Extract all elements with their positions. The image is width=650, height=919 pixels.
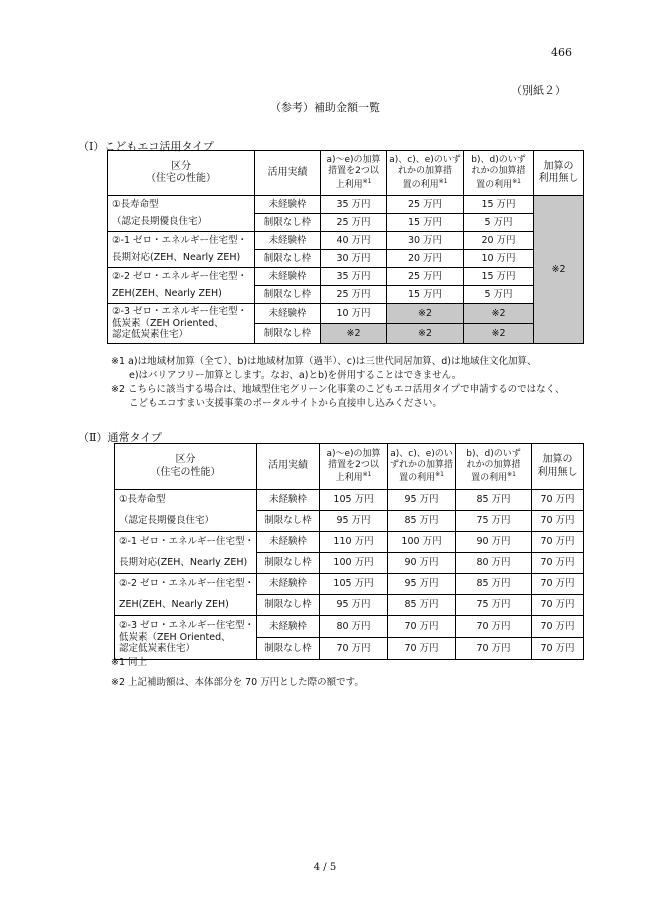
record-cell: 未経験枠 [257, 616, 320, 638]
value-cell: 105 万円 [320, 574, 388, 595]
table-row [108, 196, 584, 214]
note-line: ※1 同上 [111, 657, 148, 668]
value-cell: 70 万円 [532, 574, 584, 595]
record-cell: 制限なし枠 [257, 553, 320, 574]
value-cell: 70 万円 [456, 638, 532, 660]
value-cell: 105 万円 [320, 490, 388, 511]
value-cell: 95 万円 [320, 511, 388, 532]
header-col-c: b)、d)のいず れかの加算措 置の利用$^{※1}$ [456, 444, 532, 490]
attachment-label: （別紙２） [511, 84, 566, 97]
value-cell: 70 万円 [532, 532, 584, 553]
table-row [115, 553, 584, 574]
value-cell: 15 万円 [387, 214, 464, 232]
record-cell: 未経験枠 [257, 490, 320, 511]
record-cell: 制限なし枠 [255, 250, 321, 268]
category-cell: ①長寿命型 [108, 196, 255, 214]
header-col-d: 加算の 利用無し [532, 444, 584, 490]
header-col-d: 加算の 利用無し [534, 151, 584, 196]
category-cell: ②-1 ゼロ・エネルギー住宅型・ [108, 232, 255, 250]
category-cell: ②-3 ゼロ・エネルギー住宅型・ 低炭素（ZEH Oriented、 認定低炭素住宅） [115, 616, 257, 660]
value-cell: 5 万円 [464, 286, 534, 304]
table-row [108, 286, 584, 304]
value-cell: 25 万円 [321, 214, 387, 232]
category-cell: （認定長期優良住宅） [108, 214, 255, 232]
record-cell: 制限なし枠 [257, 511, 320, 532]
table-row [108, 268, 584, 286]
category-cell: （認定長期優良住宅） [115, 511, 257, 532]
header-col-a: a)～e)の加算 措置を2つ以 上利用$^{※1}$ [321, 151, 387, 196]
table-row [115, 574, 584, 595]
value-cell: 70 万円 [532, 638, 584, 660]
record-cell: 未経験枠 [257, 574, 320, 595]
value-cell: 70 万円 [532, 595, 584, 616]
value-cell: 40 万円 [321, 232, 387, 250]
value-cell: 80 万円 [456, 553, 532, 574]
table-row [108, 304, 584, 324]
header-category: 区分 （住宅の性能） [115, 444, 257, 490]
header-col-b: a)、c)、e)のい ずれかの加算措 置の利用$^{※1}$ [388, 444, 456, 490]
header-col-a: a)～e)の加算 措置を2つ以 上利用$^{※1}$ [320, 444, 388, 490]
value-cell: 10 万円 [464, 250, 534, 268]
value-cell: 70 万円 [532, 511, 584, 532]
category-cell: ZEH(ZEH、Nearly ZEH) [108, 286, 255, 304]
category-cell: ①長寿命型 [115, 490, 257, 511]
header-record: 活用実績 [255, 151, 321, 196]
value-cell: 95 万円 [320, 595, 388, 616]
header-col-b: a)、c)、e)のいず れかの加算措 置の利用$^{※1}$ [387, 151, 464, 196]
category-cell: ②-2 ゼロ・エネルギー住宅型・ [108, 268, 255, 286]
section2-heading: （Ⅱ）通常タイプ [78, 431, 162, 444]
page-title: （参考）補助金額一覧 [270, 101, 380, 114]
value-cell: 85 万円 [456, 490, 532, 511]
value-cell: 10 万円 [321, 304, 387, 324]
table-row [108, 214, 584, 232]
table-row [115, 532, 584, 553]
value-cell: 70 万円 [532, 616, 584, 638]
value-cell: 5 万円 [464, 214, 534, 232]
section1-table [107, 150, 584, 344]
value-cell: ※2 [387, 304, 464, 324]
table-row [115, 490, 584, 511]
header-record: 活用実績 [257, 444, 320, 490]
value-cell: ※2 [464, 304, 534, 324]
table-row [108, 250, 584, 268]
page-number: 466 [551, 46, 572, 59]
table-header-row [108, 151, 584, 196]
note-line: ※2 こちらに該当する場合は、地域型住宅グリーン化事業のこどもエコ活用タイプで申請するのではなく、 [111, 384, 565, 395]
record-cell: 未経験枠 [255, 268, 321, 286]
value-cell: 75 万円 [456, 511, 532, 532]
record-cell: 未経験枠 [255, 232, 321, 250]
category-cell: ②-1 ゼロ・エネルギー住宅型・ [115, 532, 257, 553]
category-cell: ZEH(ZEH、Nearly ZEH) [115, 595, 257, 616]
section2-table [114, 443, 584, 660]
record-cell: 制限なし枠 [257, 638, 320, 660]
merged-note-cell: ※2 [534, 196, 584, 344]
value-cell: 15 万円 [464, 196, 534, 214]
table-row [115, 511, 584, 532]
value-cell: 85 万円 [388, 595, 456, 616]
record-cell: 制限なし枠 [257, 595, 320, 616]
category-cell: 長期対応(ZEH、Nearly ZEH) [115, 553, 257, 574]
value-cell: 90 万円 [388, 553, 456, 574]
value-cell: 25 万円 [387, 268, 464, 286]
value-cell: 15 万円 [464, 268, 534, 286]
record-cell: 未経験枠 [255, 304, 321, 324]
record-cell: 制限なし枠 [255, 324, 321, 344]
value-cell: 70 万円 [532, 553, 584, 574]
table-header-row [115, 444, 584, 490]
category-cell: ②-3 ゼロ・エネルギー住宅型・ 低炭素（ZEH Oriented、 認定低炭素住宅） [108, 304, 255, 344]
value-cell: 25 万円 [387, 196, 464, 214]
note-line: ※1 a)は地域材加算（全て）、b)は地域材加算（過半）、c)は三世代同居加算、d)は地域住文化加算、 [111, 356, 537, 367]
value-cell: 85 万円 [388, 511, 456, 532]
category-cell: 長期対応(ZEH、Nearly ZEH) [108, 250, 255, 268]
value-cell: 85 万円 [456, 574, 532, 595]
section2-notes [111, 653, 581, 693]
record-cell: 未経験枠 [257, 532, 320, 553]
section1-heading: （Ⅰ）こどもエコ活用タイプ [78, 140, 214, 153]
value-cell: ※2 [321, 324, 387, 344]
header-category: 区分 （住宅の性能） [108, 151, 255, 196]
value-cell: ※2 [464, 324, 534, 344]
value-cell: 70 万円 [388, 616, 456, 638]
value-cell: 110 万円 [320, 532, 388, 553]
value-cell: 35 万円 [321, 196, 387, 214]
value-cell: 90 万円 [456, 532, 532, 553]
table-row [108, 232, 584, 250]
section1-notes [111, 355, 581, 411]
value-cell: 100 万円 [320, 553, 388, 574]
value-cell: 70 万円 [532, 490, 584, 511]
value-cell: 25 万円 [321, 286, 387, 304]
category-cell: ②-2 ゼロ・エネルギー住宅型・ [115, 574, 257, 595]
value-cell: 95 万円 [388, 574, 456, 595]
value-cell: 95 万円 [388, 490, 456, 511]
value-cell: 20 万円 [464, 232, 534, 250]
note-line: e)はバリアフリー加算とします。なお、a)とb)を併用することはできません。 [129, 370, 462, 381]
table-row [115, 595, 584, 616]
value-cell: 35 万円 [321, 268, 387, 286]
record-cell: 制限なし枠 [255, 286, 321, 304]
value-cell: 70 万円 [388, 638, 456, 660]
value-cell: 20 万円 [387, 250, 464, 268]
note-line: こどもエコすまい支援事業のポータルサイトから直接申し込みください。 [129, 398, 442, 409]
header-col-c: b)、d)のいず れかの加算措 置の利用$^{※1}$ [464, 151, 534, 196]
value-cell: 70 万円 [320, 638, 388, 660]
record-cell: 制限なし枠 [255, 214, 321, 232]
value-cell: 70 万円 [456, 616, 532, 638]
value-cell: 15 万円 [387, 286, 464, 304]
value-cell: 30 万円 [321, 250, 387, 268]
value-cell: ※2 [387, 324, 464, 344]
note-line: ※2 上記補助額は、本体部分を 70 万円とした際の額です。 [111, 677, 364, 688]
value-cell: 30 万円 [387, 232, 464, 250]
value-cell: 75 万円 [456, 595, 532, 616]
page-footer: 4 / 5 [313, 862, 337, 873]
value-cell: 100 万円 [388, 532, 456, 553]
table-row [115, 616, 584, 638]
value-cell: 80 万円 [320, 616, 388, 638]
record-cell: 未経験枠 [255, 196, 321, 214]
